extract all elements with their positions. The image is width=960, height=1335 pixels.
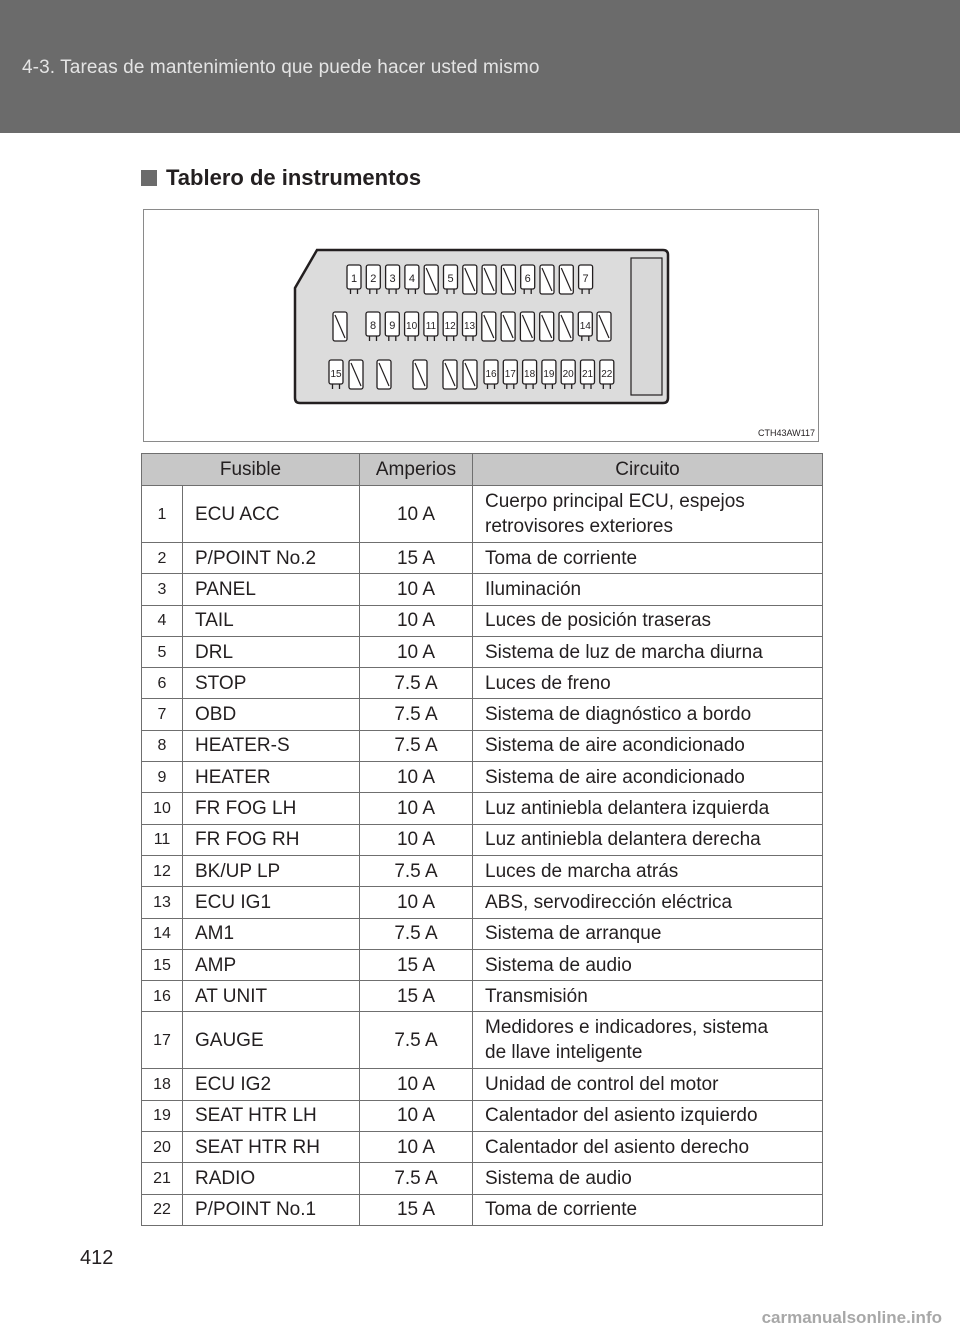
table-row [142, 699, 823, 730]
fuse-number: 13 [142, 887, 183, 918]
fuse-number: 18 [142, 1069, 183, 1100]
fuse-number-label: 11 [425, 321, 437, 332]
empty-fuse-slot [463, 265, 477, 294]
circuit-line: Toma de corriente [485, 547, 638, 569]
table-row [142, 981, 823, 1012]
fuse-slot [579, 265, 593, 294]
empty-fuse-slot [597, 312, 611, 341]
fuse-slot [385, 312, 399, 341]
fuse-slot [521, 265, 535, 294]
fuse-circuit [473, 574, 823, 605]
fuse-circuit [473, 1132, 823, 1163]
table-row [142, 887, 823, 918]
fuse-amperage: 7.5 A [360, 918, 473, 949]
empty-fuse-slot [349, 360, 363, 389]
fuse-circuit [473, 824, 823, 855]
fuse-amperage: 10 A [360, 636, 473, 667]
fuse-name: HEATER [183, 762, 360, 793]
table-row [142, 605, 823, 636]
empty-fuse-slot [501, 265, 515, 294]
fuse-amperage: 10 A [360, 574, 473, 605]
fuse-name: ECU ACC [183, 486, 360, 543]
fuse-number-label: 19 [543, 369, 555, 380]
fuse-amperage: 7.5 A [360, 855, 473, 886]
fuse-circuit [473, 981, 823, 1012]
fuse-amperage: 10 A [360, 605, 473, 636]
fuse-name: PANEL [183, 574, 360, 605]
fuse-slot [424, 312, 438, 341]
fuse-name: AT UNIT [183, 981, 360, 1012]
circuit-line: Sistema de aire acondicionado [485, 766, 745, 788]
fuse-circuit [473, 543, 823, 574]
fuse-amperage: 15 A [360, 949, 473, 980]
table-row [142, 1194, 823, 1225]
table-row [142, 730, 823, 761]
fuse-name: ECU IG2 [183, 1069, 360, 1100]
fuse-amperage: 10 A [360, 486, 473, 543]
empty-fuse-slot [559, 265, 573, 294]
empty-fuse-slot [377, 360, 391, 389]
fuse-number: 20 [142, 1132, 183, 1163]
chapter-title: 4-3. Tareas de mantenimiento que puede hacer usted mismo [22, 57, 540, 78]
fuse-number: 9 [142, 762, 183, 793]
circuit-line: Calentador del asiento izquierdo [485, 1105, 758, 1127]
table-row [142, 668, 823, 699]
fuse-box-diagram [143, 209, 819, 442]
circuit-line: ABS, servodirección eléctrica [485, 891, 733, 913]
empty-fuse-slot [482, 265, 496, 294]
circuit-line: Luces de marcha atrás [485, 860, 679, 882]
empty-fuse-slot [463, 360, 477, 389]
circuit-line: Calentador del asiento derecho [485, 1136, 750, 1158]
circuit-line: Sistema de diagnóstico a bordo [485, 704, 752, 726]
fuse-circuit [473, 762, 823, 793]
table-row [142, 486, 823, 543]
fuse-circuit [473, 486, 823, 543]
fuse-amperage: 7.5 A [360, 1163, 473, 1194]
header-amps: Amperios [360, 454, 473, 486]
fuse-table [141, 453, 823, 1226]
fuse-amperage: 10 A [360, 824, 473, 855]
fuse-number-label: 12 [444, 321, 456, 332]
fuse-number: 22 [142, 1194, 183, 1225]
fuse-slot [542, 360, 556, 389]
circuit-line: Luz antiniebla delantera derecha [485, 829, 761, 851]
fuse-number-label: 10 [406, 321, 418, 332]
fuse-amperage: 10 A [360, 1132, 473, 1163]
empty-fuse-slot [540, 312, 554, 341]
empty-fuse-slot [540, 265, 554, 294]
fuse-amperage: 7.5 A [360, 699, 473, 730]
fuse-number-label: 16 [485, 369, 497, 380]
fuse-name: GAUGE [183, 1012, 360, 1069]
fuse-slot [366, 312, 380, 341]
fuse-number: 11 [142, 824, 183, 855]
circuit-line: Sistema de audio [485, 954, 632, 976]
header-fuse: Fusible [142, 454, 360, 486]
circuit-line: Unidad de control del motor [485, 1074, 719, 1096]
fuse-slot [405, 265, 419, 294]
table-row [142, 855, 823, 886]
empty-fuse-slot [482, 312, 496, 341]
fuse-slot [386, 265, 400, 294]
fuse-number-label: 22 [601, 369, 613, 380]
empty-fuse-slot [413, 360, 427, 389]
fuse-amperage: 10 A [360, 793, 473, 824]
empty-fuse-slot [501, 312, 515, 341]
fuse-number: 12 [142, 855, 183, 886]
fuse-name: TAIL [183, 605, 360, 636]
fuse-amperage: 10 A [360, 1069, 473, 1100]
fuse-amperage: 15 A [360, 981, 473, 1012]
table-row [142, 949, 823, 980]
fuse-circuit [473, 636, 823, 667]
fuse-slot [366, 265, 380, 294]
fuse-number: 19 [142, 1100, 183, 1131]
fuse-number: 14 [142, 918, 183, 949]
table-row [142, 1132, 823, 1163]
circuit-line: Toma de corriente [485, 1199, 638, 1221]
fuse-slot [523, 360, 537, 389]
fuse-number: 15 [142, 949, 183, 980]
fuse-name: SEAT HTR LH [183, 1100, 360, 1131]
fuse-amperage: 15 A [360, 1194, 473, 1225]
fuse-number-label: 7 [582, 273, 589, 285]
fuse-number: 3 [142, 574, 183, 605]
fuse-circuit [473, 1012, 823, 1069]
header-circuit: Circuito [473, 454, 823, 486]
table-row [142, 918, 823, 949]
circuit-line: Sistema de aire acondicionado [485, 735, 745, 757]
fuse-number-label: 21 [581, 369, 594, 380]
fuse-number-label: 1 [350, 273, 358, 285]
circuit-line: Luces de posición traseras [485, 610, 712, 632]
header-band [0, 0, 960, 133]
fuse-number-label: 6 [524, 273, 531, 285]
circuit-line: Sistema de audio [485, 1167, 632, 1189]
watermark: carmanualsonline.info [761, 1308, 942, 1327]
table-row [142, 1163, 823, 1194]
fuse-name: BK/UP LP [183, 855, 360, 886]
fuse-slot [443, 312, 457, 341]
fuse-name: AM1 [183, 918, 360, 949]
fuse-name: DRL [183, 636, 360, 667]
table-row [142, 574, 823, 605]
fuse-amperage: 7.5 A [360, 730, 473, 761]
fuse-number-label: 17 [504, 369, 516, 380]
fuse-slot [600, 360, 614, 389]
fuse-number: 17 [142, 1012, 183, 1069]
table-row [142, 543, 823, 574]
circuit-line: Iluminación [485, 578, 582, 600]
table-row [142, 1069, 823, 1100]
circuit-line: Transmisión [485, 985, 588, 1007]
section-title: Tablero de instrumentos [166, 165, 422, 190]
fuse-amperage: 10 A [360, 1100, 473, 1131]
fuse-number-label: 14 [579, 321, 591, 332]
fuse-name: RADIO [183, 1163, 360, 1194]
empty-fuse-slot [520, 312, 534, 341]
empty-fuse-slot [333, 312, 347, 341]
fuse-number-label: 9 [389, 320, 396, 332]
fuse-slot [484, 360, 498, 389]
fuse-number: 10 [142, 793, 183, 824]
circuit-line: Sistema de arranque [485, 923, 662, 945]
fuse-amperage: 7.5 A [360, 1012, 473, 1069]
circuit-line: Cuerpo principal ECU, espejos [485, 491, 745, 512]
fuse-name: OBD [183, 699, 360, 730]
fuse-slot [444, 265, 458, 294]
fuse-slot [463, 312, 477, 341]
circuit-line: Luz antiniebla delantera izquierda [485, 798, 770, 820]
fuse-number: 5 [142, 636, 183, 667]
fuse-number: 21 [142, 1163, 183, 1194]
fuse-name: ECU IG1 [183, 887, 360, 918]
table-row [142, 636, 823, 667]
fuse-amperage: 15 A [360, 543, 473, 574]
fuse-circuit [473, 699, 823, 730]
table-row [142, 793, 823, 824]
fuse-name: HEATER-S [183, 730, 360, 761]
fuse-slot [329, 360, 343, 389]
section-heading [141, 165, 421, 191]
fuse-box-illustration [144, 210, 820, 443]
fuse-circuit [473, 1100, 823, 1131]
circuit-line: de llave inteligente [485, 1042, 643, 1064]
fuse-number: 1 [142, 486, 183, 543]
fuse-circuit [473, 605, 823, 636]
fuse-number: 16 [142, 981, 183, 1012]
fuse-number-label: 13 [463, 321, 476, 332]
empty-fuse-slot [443, 360, 457, 389]
circuit-line: Medidores e indicadores, sistema [485, 1017, 769, 1039]
fuse-amperage: 10 A [360, 887, 473, 918]
fuse-name: FR FOG LH [183, 793, 360, 824]
circuit-line: retrovisores exteriores [485, 516, 673, 537]
table-row [142, 824, 823, 855]
fuse-number-label: 5 [447, 273, 454, 285]
fuse-circuit [473, 1163, 823, 1194]
page-number: 412 [80, 1247, 114, 1269]
fuse-amperage: 10 A [360, 762, 473, 793]
fuse-number: 2 [142, 543, 183, 574]
circuit-line: Sistema de luz de marcha diurna [485, 641, 763, 663]
fuse-circuit [473, 887, 823, 918]
fuse-number-label: 3 [389, 273, 396, 285]
fuse-number-label: 20 [562, 369, 574, 380]
fuse-name: SEAT HTR RH [183, 1132, 360, 1163]
table-row [142, 762, 823, 793]
fuse-number: 7 [142, 699, 183, 730]
fuse-number: 4 [142, 605, 183, 636]
fuse-circuit [473, 918, 823, 949]
fuse-number-label: 18 [524, 369, 536, 380]
fuse-slot [561, 360, 575, 389]
fuse-number-label: 8 [369, 320, 377, 332]
fuse-name: P/POINT No.1 [183, 1194, 360, 1225]
fuse-circuit [473, 668, 823, 699]
fuse-number-label: 15 [330, 369, 342, 380]
table-header-row [142, 454, 823, 486]
fuse-slot [581, 360, 595, 389]
empty-fuse-slot [559, 312, 573, 341]
fuse-name: P/POINT No.2 [183, 543, 360, 574]
fuse-number: 8 [142, 730, 183, 761]
fuse-circuit [473, 730, 823, 761]
fuse-amperage: 7.5 A [360, 668, 473, 699]
table-row [142, 1100, 823, 1131]
fuse-slot [347, 265, 361, 294]
fuse-name: STOP [183, 668, 360, 699]
circuit-line: Luces de freno [485, 672, 611, 694]
table-row [142, 1012, 823, 1069]
empty-fuse-slot [424, 265, 438, 294]
fuse-circuit [473, 949, 823, 980]
diagram-code: CTH43AW117 [757, 428, 815, 438]
fuse-slot [578, 312, 592, 341]
fuse-number-label: 2 [370, 273, 377, 285]
fuse-slot [503, 360, 517, 389]
fuse-circuit [473, 793, 823, 824]
fuse-circuit [473, 1194, 823, 1225]
fuse-name: FR FOG RH [183, 824, 360, 855]
fuse-number-label: 4 [408, 273, 415, 285]
fuse-slot [405, 312, 419, 341]
fuse-circuit [473, 855, 823, 886]
fuse-box-side-slot [631, 258, 662, 395]
fuse-name: AMP [183, 949, 360, 980]
square-bullet-icon [141, 170, 157, 186]
fuse-number: 6 [142, 668, 183, 699]
fuse-circuit [473, 1069, 823, 1100]
